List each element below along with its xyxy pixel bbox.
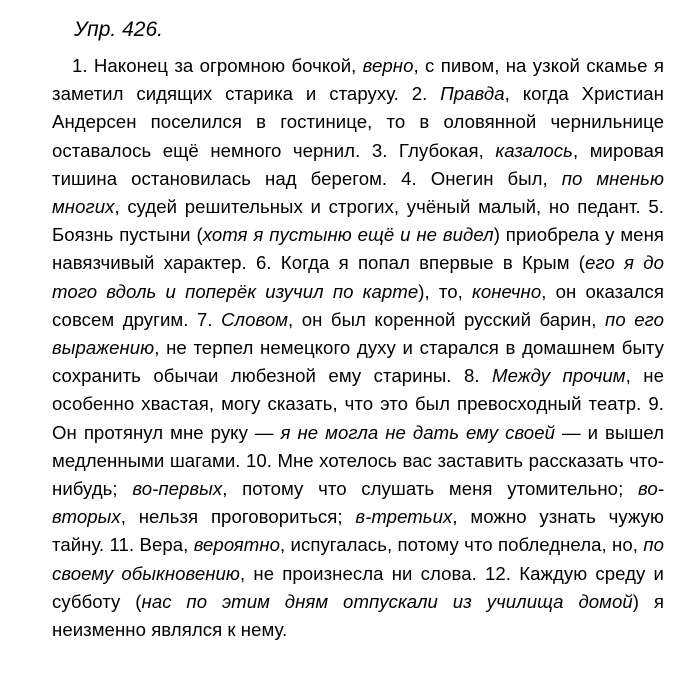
- text-run: , он оказался совсем другим. 7.: [52, 280, 665, 330]
- text-run: , можно узнать чужую тайну. 11. Вера,: [52, 506, 664, 556]
- exercise-heading: Упр. 426.: [74, 18, 163, 41]
- text-run: , испугалась, потому что побледнела, но,: [280, 534, 644, 556]
- text-run: 1. Наконец за огромною бочкой,: [72, 55, 363, 76]
- exercise-text: [52, 52, 664, 644]
- italic-phrase: по мненью многих: [52, 167, 664, 218]
- text-run: , нельзя проговориться;: [120, 506, 356, 528]
- italic-phrase: Правда: [440, 83, 505, 105]
- text-run: , не особенно хвастая, могу сказать, что это был превосходный театр. 9. Он протянул мне руку —: [52, 365, 664, 443]
- italic-phrase: в-третьих: [355, 506, 453, 528]
- italic-phrase: во-вторых: [52, 478, 664, 528]
- text-run: ), то,: [418, 280, 473, 302]
- text-run: , он был коренной русский барин,: [288, 308, 606, 330]
- italic-phrase: его я до того вдоль и поперёк изучил по карте: [52, 252, 664, 302]
- italic-phrase: нас по этим дням отпускали из училища домой: [141, 590, 633, 612]
- text-run: ) я неизменно являлся к нему.: [52, 590, 664, 641]
- text-run: ) приобрела у меня навязчивый характер. 6. Когда я попал впервые в Крым (: [52, 224, 665, 274]
- italic-phrase: вероятно: [193, 534, 280, 556]
- text-run: — и вышел медленными шагами. 10. Мне хотелось вас заставить рассказать что-нибудь;: [52, 421, 664, 500]
- text-run: , когда Христиан Андерсен поселился в гостинице, то в оловянной чернильнице оставалось ещё немного чернил. 3. Глубокая,: [52, 83, 664, 161]
- italic-phrase: казалось: [495, 139, 573, 161]
- italic-phrase: во-первых: [132, 478, 223, 500]
- italic-phrase: хотя я пустыню ещё и не видел: [202, 224, 494, 246]
- italic-phrase: я не могла не дать ему своей: [280, 421, 555, 443]
- text-run: , с пивом, на узкой скамье я заметил сидящих старика и старуху. 2.: [52, 55, 664, 105]
- italic-phrase: по своему обыкновению: [52, 534, 664, 584]
- italic-phrase: Между прочим: [492, 365, 626, 387]
- text-run: , потому что слушать меня утомительно;: [222, 478, 639, 500]
- italic-phrase: конечно: [472, 280, 542, 302]
- italic-phrase: верно: [362, 55, 414, 76]
- text-run: , не терпел немецкого духу и старался в домашнем быту сохранить обычаи любезной ему старины. 8.: [52, 337, 664, 387]
- text-run: , мировая тишина остановилась над берегом. 4. Онегин был,: [52, 139, 664, 189]
- text-run: , не произнесла ни слова. 12. Каждую среду и субботу (: [52, 562, 664, 612]
- italic-phrase: Словом: [221, 308, 289, 330]
- text-run: , судей решительных и строгих, учёный малый, но педант. 5. Боязнь пустыни (: [52, 196, 664, 246]
- document-page: [52, 16, 664, 644]
- italic-phrase: по его выражению: [52, 308, 664, 359]
